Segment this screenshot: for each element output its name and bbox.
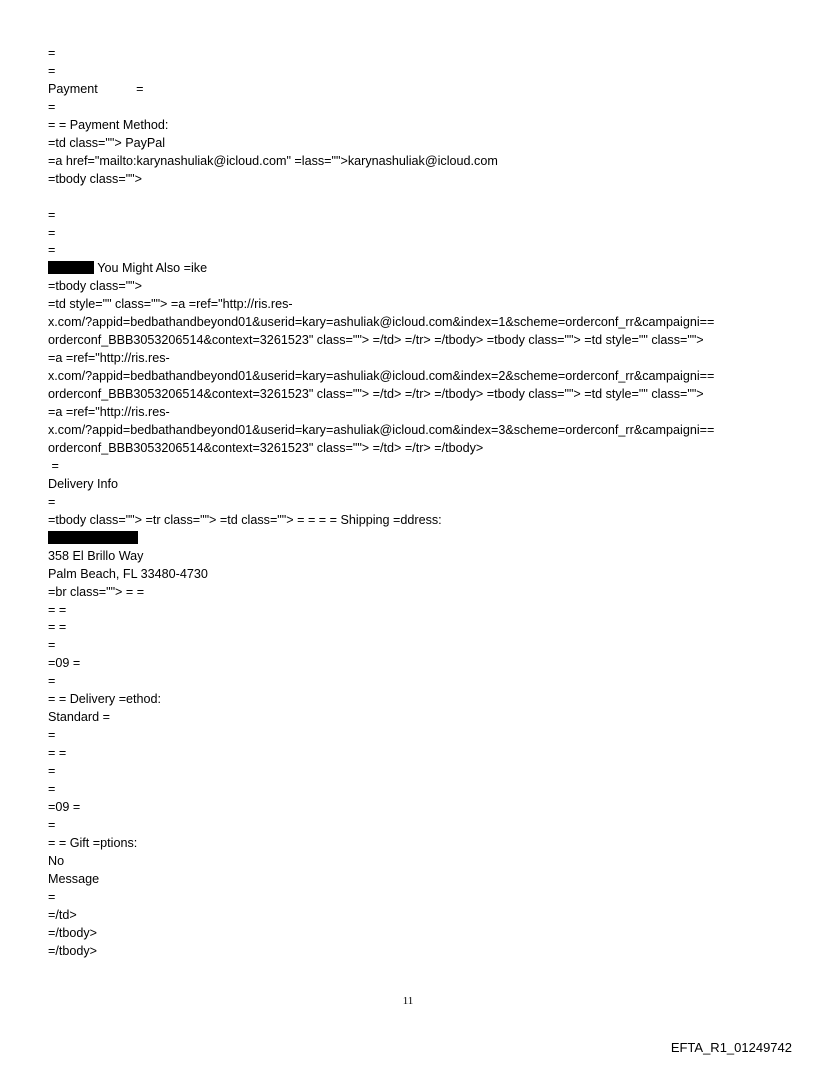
email-link-line: =a href="mailto:karynashuliak@icloud.com" =lass="">karynashuliak@icloud.com xyxy=(48,153,498,168)
text-line: = xyxy=(48,764,56,779)
payment-method-label: = = Payment Method: xyxy=(48,117,169,132)
text-line: =09 = xyxy=(48,800,81,815)
gift-message-label: Message xyxy=(48,871,100,886)
text-line: = xyxy=(48,638,56,653)
text-line: =a =ref="http://ris.res- xyxy=(48,351,170,366)
address-street: 358 El Brillo Way xyxy=(48,548,144,563)
text-line: = xyxy=(48,458,59,473)
text-line: =/td> xyxy=(48,907,77,922)
text-line: =a =ref="http://ris.res- xyxy=(48,405,170,420)
text-line: = xyxy=(48,728,56,743)
text-line: = xyxy=(48,494,56,509)
redacted-name-line xyxy=(48,530,788,548)
text-line: = xyxy=(48,674,56,689)
text-line: = xyxy=(48,207,56,222)
text-line: =09 = xyxy=(48,656,81,671)
text-line: orderconf_BBB3053206514&context=3261523" class=""> =/td> =/tr> =/tbody> xyxy=(48,440,484,455)
blank-line xyxy=(48,189,788,207)
page-number: 11 xyxy=(402,995,414,1007)
text-line: = xyxy=(48,99,56,114)
text-line: =/tbody> xyxy=(48,943,98,958)
text-line: x.com/?appid=bedbathandbeyond01&userid=kary=ashuliak@icloud.com&index=3&scheme=orderconf_rr&campaigni== xyxy=(48,423,715,437)
redaction-block xyxy=(48,261,94,274)
delivery-info-heading: Delivery Info xyxy=(48,476,118,491)
text-line: orderconf_BBB3053206514&context=3261523" class=""> =/td> =/tr> =/tbody> =tbody class=""> =td style="" class=""> xyxy=(48,333,704,348)
text-line: orderconf_BBB3053206514&context=3261523" class=""> =/td> =/tr> =/tbody> =tbody class=""> =td style="" class=""> xyxy=(48,387,704,402)
text-line: x.com/?appid=bedbathandbeyond01&userid=kary=ashuliak@icloud.com&index=1&scheme=orderconf_rr&campaigni== xyxy=(48,315,715,330)
text-line: =td style="" class=""> =a =ref="http://ris.res- xyxy=(48,297,293,312)
shipping-address-label: =tbody class=""> =tr class=""> =td class=""> = = = = Shipping =ddress: xyxy=(48,512,442,527)
text-line: =tbody class=""> xyxy=(48,279,143,294)
address-city: Palm Beach, FL 33480-4730 xyxy=(48,566,208,581)
delivery-method-label: = = Delivery =ethod: xyxy=(48,692,162,707)
gift-options-value: No xyxy=(48,853,65,868)
text-line: =/tbody> xyxy=(48,925,98,940)
text-line: = xyxy=(48,63,56,78)
text-line: =br class=""> = = xyxy=(48,584,145,599)
text-line: = xyxy=(48,889,56,904)
you-might-also-like-text: You Might Also =ike xyxy=(97,261,208,276)
you-might-also-like-line xyxy=(48,260,788,278)
text-line: =tbody class=""> xyxy=(48,171,143,186)
text-line: = xyxy=(48,817,56,832)
delivery-method-value: Standard = xyxy=(48,710,110,725)
text-line: = = xyxy=(48,602,67,617)
text-line: = xyxy=(48,782,56,797)
payment-heading: Payment = xyxy=(48,81,144,96)
text-line: x.com/?appid=bedbathandbeyond01&userid=kary=ashuliak@icloud.com&index=2&scheme=orderconf_rr&campaigni== xyxy=(48,369,715,384)
text-line: = = xyxy=(48,620,67,635)
redaction-block xyxy=(48,531,138,544)
document-body xyxy=(48,45,788,961)
text-line: = = xyxy=(48,746,67,761)
text-line: = xyxy=(48,46,56,60)
text-line: = xyxy=(48,225,56,240)
gift-options-label: = = Gift =ptions: xyxy=(48,835,138,850)
text-line: = xyxy=(48,243,56,258)
document-id-footer: EFTA_R1_01249742 xyxy=(670,1040,792,1055)
payment-method-value: =td class=""> PayPal xyxy=(48,135,166,150)
